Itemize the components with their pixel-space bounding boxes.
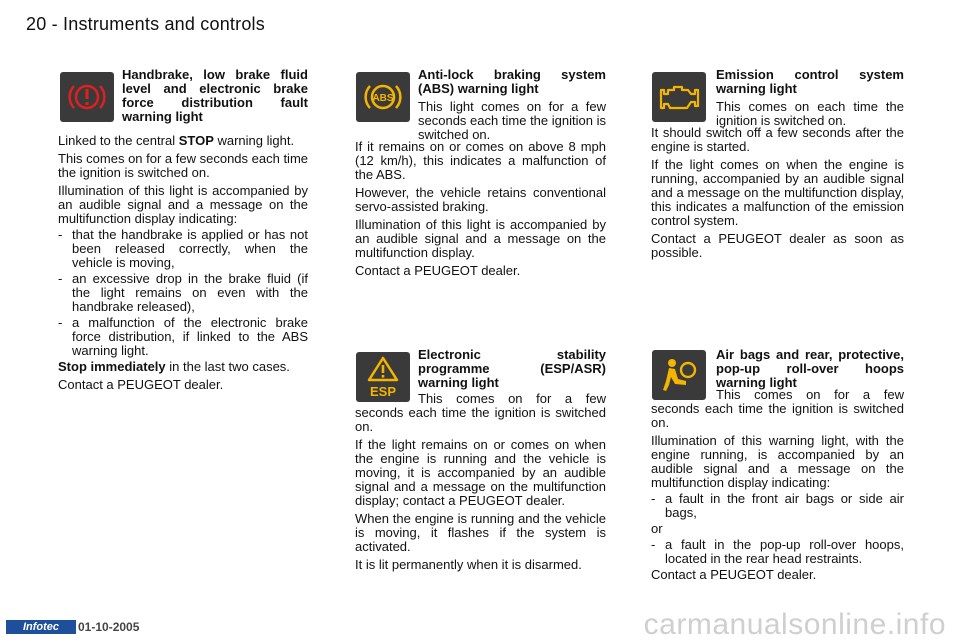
emission-head: [716, 68, 904, 132]
handbrake-p3: Illumination of this light is accompanied by an audible signal and a message on the multifunction display indicating:: [58, 183, 308, 226]
esp-p2: If the light remains on or comes on when the engine is running and the vehicle is moving, it is accompanied by an audible signal and a message on the multifunction display; contact a PEUGEOT dealer.: [355, 437, 606, 508]
emission-p2: It should switch off a few seconds after the engine is started.: [651, 125, 904, 154]
handbrake-section: [58, 134, 308, 396]
abs-head: [418, 68, 606, 146]
svg-text:ABS: ABS: [372, 93, 394, 104]
emission-p1: This comes on each time the ignition is switched on.: [716, 99, 904, 128]
esp-p3: When the engine is running and the vehicle is moving, it flashes if the system is activated.: [355, 511, 606, 554]
handbrake-title-block: [122, 68, 308, 128]
abs-p4: Illumination of this light is accompanied by an audible signal and a message on the multifunction display.: [355, 217, 606, 260]
abs-contact: Contact a PEUGEOT dealer.: [355, 263, 521, 278]
esp-p4: It is lit permanently when it is disarmed.: [355, 557, 582, 572]
infotec-logo: Infotec: [6, 620, 76, 634]
esp-head: [418, 348, 606, 394]
handbrake-stop: Stop immediately in the last two cases.: [58, 359, 290, 374]
brake-warning-icon: [60, 72, 114, 122]
list-item: - a fault in the front air bags or side air bags,: [651, 491, 904, 520]
stop-label: STOP: [178, 133, 214, 148]
list-item: - that the handbrake is applied or has not been released correctly, when the vehicle is moving,: [58, 227, 308, 270]
airbag-contact: Contact a PEUGEOT dealer.: [651, 567, 817, 582]
emission-contact: Contact a PEUGEOT dealer as soon as possible.: [651, 231, 904, 260]
esp-section: [355, 392, 606, 576]
emission-section: [651, 126, 904, 264]
print-date: 01-10-2005: [78, 620, 140, 634]
airbag-p1: This comes on for a few seconds each time the ignition is switched on.: [651, 387, 904, 430]
handbrake-title: Handbrake, low brake fluid level and electronic brake force distribution fault warning light: [122, 67, 308, 124]
airbag-section: [651, 388, 904, 586]
emission-title: Emission control system warning light: [716, 67, 904, 96]
airbag-title: Air bags and rear, protective, pop-up roll-over hoops warning light: [716, 347, 904, 390]
list-item: - an excessive drop in the brake fluid (if the light remains on even with the handbrake released),: [58, 271, 308, 314]
page-number: 20 -: [26, 14, 58, 34]
esp-title: Electronic stability programme (ESP/ASR) warning light: [418, 347, 606, 390]
abs-section: [355, 140, 606, 282]
page-title: Instruments and controls: [63, 14, 265, 34]
handbrake-p1: Linked to the central STOP warning light.: [58, 133, 295, 148]
abs-p2: If it remains on or comes on above 8 mph (12 km/h), this indicates a malfunction of the ABS.: [355, 139, 606, 182]
airbag-or: or: [651, 521, 663, 536]
airbag-p2: Illumination of this warning light, with the engine running, is accompanied by an audible signal and a message on the multifunction display indicating:: [651, 433, 904, 490]
engine-warning-icon: [652, 72, 706, 122]
handbrake-contact: Contact a PEUGEOT dealer.: [58, 377, 224, 392]
page-header: [26, 14, 265, 35]
esp-p1: This comes on for a few seconds each time the ignition is switched on.: [355, 391, 606, 434]
handbrake-p2: This comes on for a few seconds each time the ignition is switched on.: [58, 151, 309, 180]
svg-text:ESP: ESP: [369, 384, 397, 399]
abs-warning-icon: [356, 72, 410, 122]
list-item: - a malfunction of the electronic brake force distribution, if linked to the ABS warning light.: [58, 315, 308, 358]
abs-title: Anti-lock braking system (ABS) warning light: [418, 67, 606, 96]
watermark: carmanualsonline.info: [643, 608, 946, 641]
abs-p1: This light comes on for a few seconds each time the ignition is switched on.: [418, 99, 606, 142]
list-item: - a fault in the pop-up roll-over hoops, located in the rear head restraints.: [651, 537, 904, 566]
abs-p3: However, the vehicle retains conventional servo-assisted braking.: [355, 185, 606, 214]
emission-p3: If the light comes on when the engine is running, accompanied by an audible signal and a message on the multifunction display, this indicates a malfunction of the emission control system.: [651, 157, 904, 228]
